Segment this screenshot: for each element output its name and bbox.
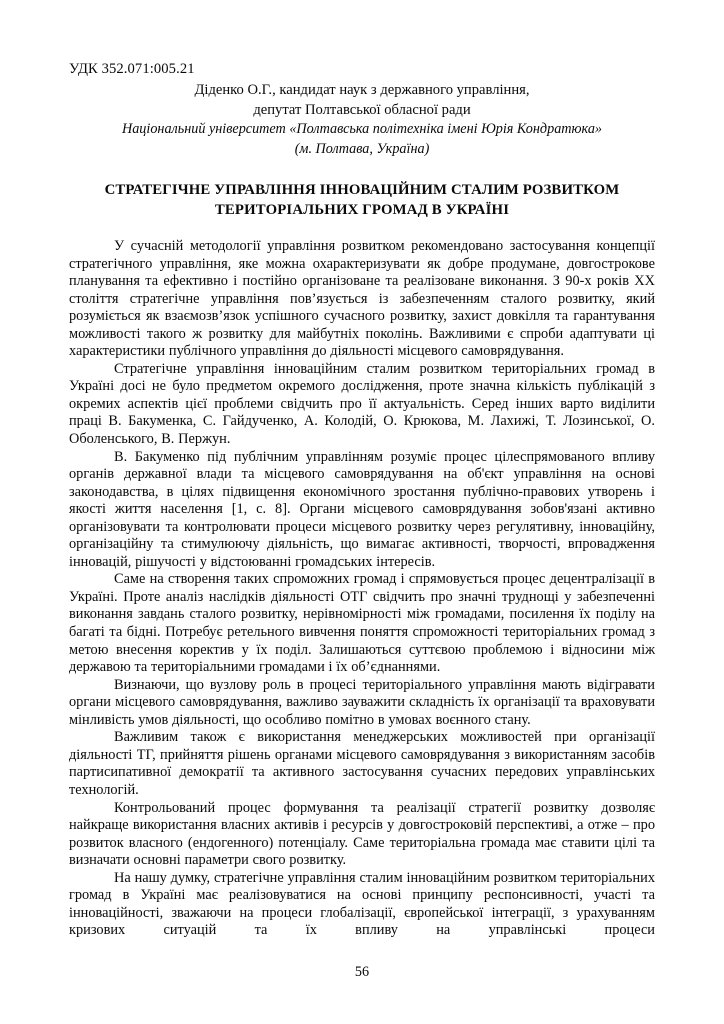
udk-code: УДК 352.071:005.21 [69,61,195,77]
body-paragraph: В. Бакуменко під публічним управлінням розуміє процес цілеспрямованого впливу органів державної влади та місцевого самоврядування на об'єкт управління на основі законодавства, в цілях підвищення економічного зростання публічно-правових утворень і якості життя населення [1, с. 8]. Органи місцевого самоврядування зобов'язані активно організовувати та контролювати процеси місцевого розвитку через регулятивну, інноваційну, організаційну та стимулюючу діяльність, що вимагає активності, творчості, впровадження інновацій, рішучості у відстоюванні громадських інтересів. [69,448,655,570]
page-content [69,60,655,957]
affiliation-line-1: Національний університет «Полтавська політехніка імені Юрія Кондратюка» [121,121,603,137]
body-paragraph: На нашу думку, стратегічне управління сталим інноваційним розвитком територіальних громад в Україні має реалізовуватися на основі принципу респонсивності, участі та інноваційності, зважаючи на процеси глобалізації, європейської інтеграції, з урахуванням кризових ситуацій та їх впливу на управлінські процеси [69,869,655,939]
body-paragraph: У сучасній методології управління розвитком рекомендовано застосування концепції стратегічного управління, яке можна охарактеризувати як добре продумане, довгострокове планування та ефективно і постійно організоване та реалізоване виконання. З 90-х років ХХ століття стратегічне управління пов’язується із забезпеченням сталого розвитку, який розуміється як взаємозв’язок успішного сучасного розвитку, захист довкілля та гарантування можливості такого ж розвитку для майбутніх поколінь. Важливими є спроби адаптувати ці характеристики публічного управління до діяльності місцевого самоврядування. [69,238,655,360]
body-paragraph: Контрольований процес формування та реалізації стратегії розвитку дозволяє найкраще використання власних активів і ресурсів у довгостроковій перспективі, а отже – про розвиток власного (ендогенного) потенціалу. Саме територіальна громада має ставити цілі та визначати основні параметри свого розвитку. [69,799,655,869]
page-title-line-1: СТРАТЕГІЧНЕ УПРАВЛІННЯ ІННОВАЦІЙНИМ СТАЛИМ РОЗВИТКОМ [104,182,620,198]
body-paragraph: Саме на створення таких спроможних громад і спрямовується процес децентралізації в Україні. Проте аналіз наслідків діяльності ОТГ свідчить про значні труднощі у забезпеченні виконання завдань сталого розвитку, нерівномірності між громадами, посилення їх поділу на багаті та бідні. Потребує ретельного вивчення поняття спроможності територіальних громад з метою внесення коректив у їх поділ. Залишаються суттєвою проблемою і відносини між державою та територіальними громадами і їх об’єднаннями. [69,571,655,676]
body-paragraph: Стратегічне управління інноваційним сталим розвитком територіальних громад в Україні досі не було предметом окремого дослідження, проте значна кількість публікацій з окремих аспектів цієї проблеми свідчить про її актуальність. Серед інших варто виділити праці В. Бакуменка, С. Гайдученко, А. Колодій, О. Крюкова, М. Лахижі, Т. Лозинської, О. Оболенського, В. Пержун. [69,360,655,448]
page-number: 56 [354,964,370,980]
article-body [69,238,655,957]
author-block [69,81,655,159]
page-title-line-2: ТЕРИТОРІАЛЬНИХ ГРОМАД В УКРАЇНІ [214,202,510,218]
body-paragraph: Важливим також є використання менеджерських можливостей при організації діяльності ТГ, прийняття рішень органами місцевого самоврядування з використанням засобів партисипативної демократії та активного застосування сучасних передових управлінських технологій. [69,729,655,798]
affiliation-line-2: (м. Полтава, Україна) [294,140,430,157]
page-title [69,180,655,220]
author-line-2: депутат Полтавської обласної ради [253,101,471,118]
author-line-1: Діденко О.Г., кандидат наук з державного управління, [194,82,530,98]
body-paragraph: Визнаючи, що вузлову роль в процесі територіального управління мають відігравати органи місцевого самоврядування, важливо зауважити складність їх організації та враховувати мінливість умов діяльності, що особливо помітно в умовах воєнного стану. [69,676,655,728]
